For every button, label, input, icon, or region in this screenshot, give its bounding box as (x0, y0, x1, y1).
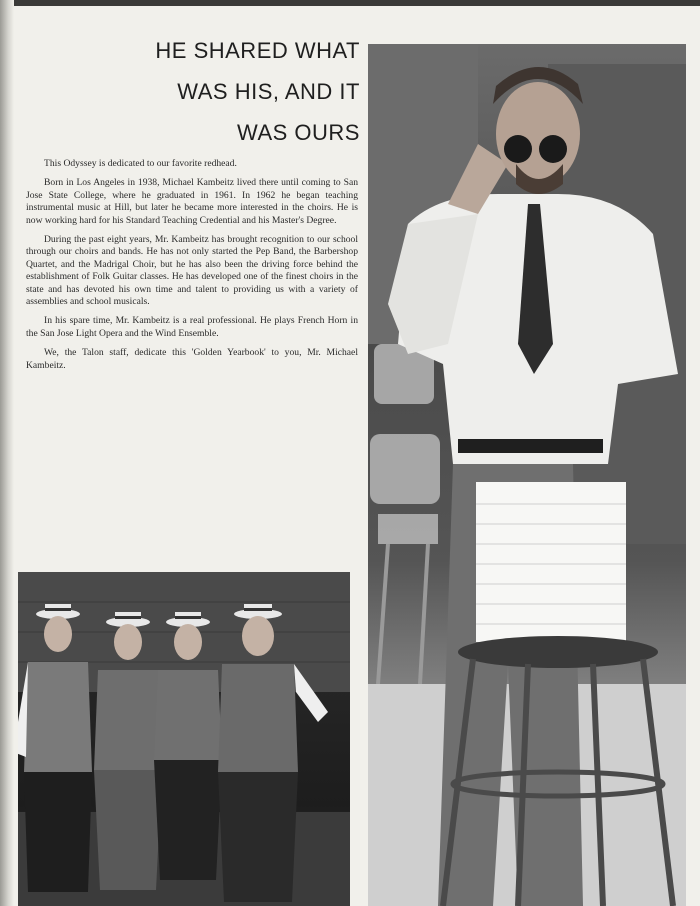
paragraph-4: In his spare time, Mr. Kambeitz is a real professional. He plays French Horn in the San Jose Light Opera and the Wind Ensemble. (26, 315, 358, 339)
page-title (60, 30, 360, 153)
binding-gutter (0, 0, 14, 906)
paragraph-3: During the past eight years, Mr. Kambeitz has brought recognition to our school through our choirs and bands. He has not only started the Pep Band, the Barbershop Quartet, and the Madrigal Choir, but he has also been the driving force behind the establishment of Folk Guitar classes. He has developed one of the finest choirs in the state and has devoted his own time and talent to providing us with a variety of assemblies and school musicals. (26, 234, 358, 308)
quartet-illustration (18, 572, 350, 906)
paragraph-5: We, the Talon staff, dedicate this 'Golden Yearbook' to you, Mr. Michael Kambeitz. (26, 347, 358, 371)
barbershop-quartet-photo (18, 572, 350, 906)
title-line-2: WAS HIS, AND IT (177, 79, 360, 104)
page-top-edge (0, 0, 700, 6)
title-line-1: HE SHARED WHAT (155, 38, 360, 63)
paragraph-2: Born in Los Angeles in 1938, Michael Kambeitz lived there until coming to San Jose State College, where he graduated in 1961. In 1962 he began teaching instrumental music at Hill, but later he became more interested in the choirs. He is now working hard for his Standard Teaching Credential and his Master's Degree. (26, 177, 358, 226)
title-line-3: WAS OURS (237, 120, 360, 145)
portrait-illustration (368, 44, 686, 906)
teacher-portrait-photo (368, 44, 686, 906)
paragraph-1: This Odyssey is dedicated to our favorite redhead. (44, 158, 237, 169)
paper-stack (476, 482, 626, 642)
dedication-text (26, 158, 358, 379)
